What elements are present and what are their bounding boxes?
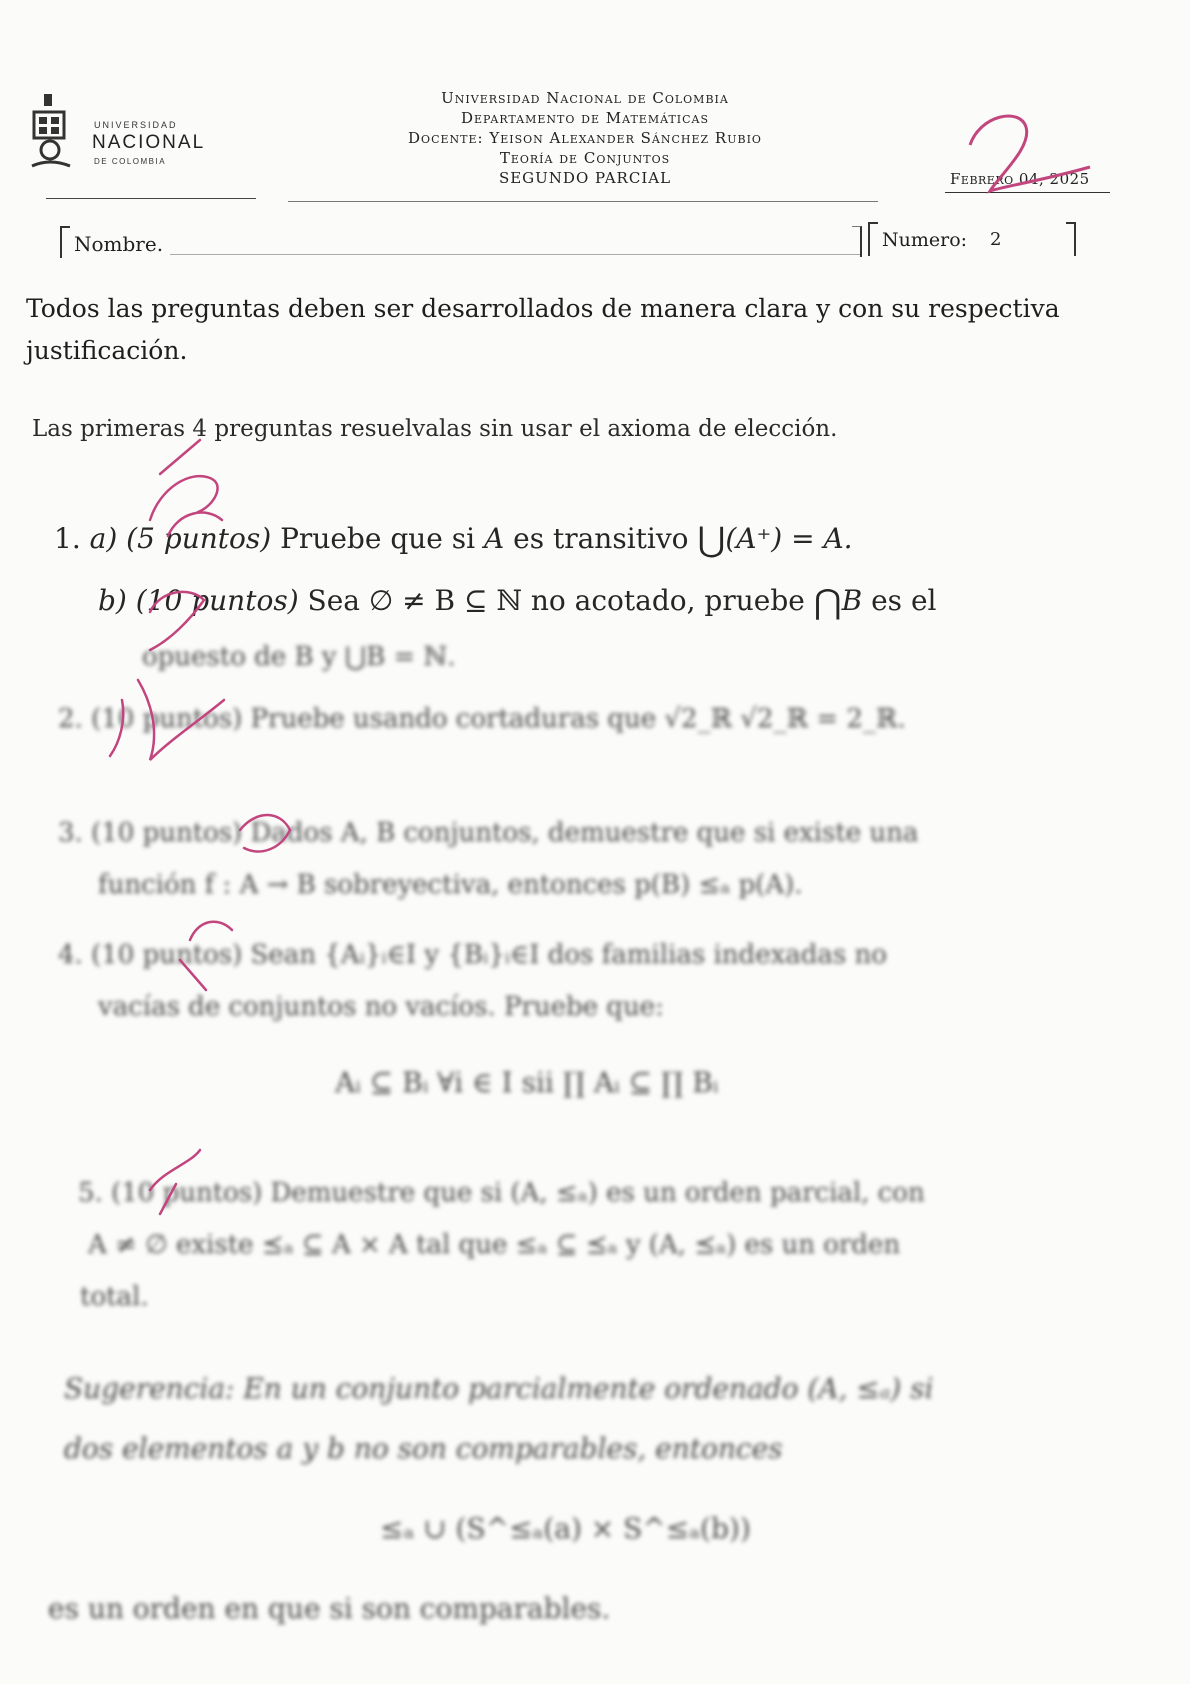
choice-axiom-note: Las primeras 4 preguntas resuelvalas sin usar el axioma de elección.	[32, 416, 838, 442]
header-department: Departamento de Matemáticas	[460, 109, 710, 127]
header-rule-left	[46, 198, 256, 199]
question-5-line-1: 5. (10 puntos) Demuestre que si (A, ≤ₐ) es un orden parcial, con	[78, 1178, 925, 1208]
number-value: 2	[990, 229, 1002, 250]
suggestion-formula: ≤ₐ ∪ (S^≤ₐ(a) × S^≤ₐ(b))	[380, 1512, 751, 1545]
question-4-line-2: vacías de conjuntos no vacíos. Pruebe que:	[98, 992, 664, 1022]
suggestion-line-2: dos elementos a y b no son comparables, entonces	[64, 1432, 783, 1465]
number-field	[868, 222, 1078, 256]
header-rule-middle	[288, 201, 878, 202]
suggestion-line-3: es un orden en que si son comparables.	[48, 1592, 611, 1625]
number-label: Numero:	[882, 229, 968, 251]
question-part: b)	[98, 584, 127, 617]
question-text-2: es el	[871, 584, 937, 617]
instructions-text: Todos las preguntas deben ser desarrollados de manera clara y con su respectiva justificación.	[26, 294, 1060, 365]
logo-line-3: DE COLOMBIA	[94, 157, 167, 166]
question-var: A	[483, 522, 505, 555]
question-text: Sea ∅ ≠ B ⊆ ℕ no acotado, pruebe	[307, 584, 805, 617]
question-expr: (A⁺) = A.	[725, 522, 853, 555]
question-4-formula: Aᵢ ⊆ Bᵢ ∀i ∈ I sii ∏ Aᵢ ⊆ ∏ Bᵢ	[335, 1066, 719, 1099]
question-points: (10 puntos)	[135, 584, 299, 617]
name-label: Nombre.	[74, 232, 164, 256]
university-logo	[26, 92, 216, 182]
header-exam-title: SEGUNDO PARCIAL	[498, 169, 672, 187]
logo-line-1: UNIVERSIDAD	[94, 120, 178, 130]
header-teacher: Docente: Yeison Alexander Sánchez Rubio	[408, 129, 762, 147]
exam-date: Febrero 04, 2025	[950, 170, 1090, 188]
question-4-line-1: 4. (10 puntos) Sean {Aᵢ}ᵢ∈I y {Bᵢ}ᵢ∈I dos familias indexadas no	[58, 940, 887, 970]
crest-icon	[26, 92, 82, 182]
question-number: 1.	[54, 522, 81, 555]
question-var: B	[841, 584, 863, 617]
question-text: Pruebe que si	[280, 522, 476, 555]
intersection-symbol: ⋂	[813, 582, 842, 622]
question-text-2: es transitivo	[513, 522, 689, 555]
question-5-line-2: A ≠ ∅ existe ⪯ₐ ⊆ A × A tal que ≤ₐ ⊆ ⪯ₐ y (A, ⪯ₐ) es un orden	[88, 1230, 901, 1260]
question-5-line-3: total.	[80, 1282, 149, 1312]
header-course: Teoría de Conjuntos	[499, 149, 671, 167]
question-3-line-1: 3. (10 puntos) Dados A, B conjuntos, demuestre que si existe una	[58, 818, 919, 848]
name-line	[170, 254, 860, 255]
header-university: Universidad Nacional de Colombia	[441, 89, 729, 107]
question-3-line-2: función f : A → B sobreyectiva, entonces p(B) ≤ₐ p(A).	[98, 870, 803, 900]
question-1a	[54, 520, 853, 560]
suggestion-line-1: Sugerencia: En un conjunto parcialmente ordenado (A, ≤ₐ) si	[64, 1372, 934, 1405]
handwritten-grade-icon	[960, 105, 1100, 195]
question-2: 2. (10 puntos) Pruebe usando cortaduras que √2_ℝ √2_ℝ = 2_ℝ.	[58, 704, 906, 734]
question-points: (5 puntos)	[126, 522, 272, 555]
exam-header	[350, 88, 820, 188]
name-field	[60, 226, 860, 256]
question-1b	[98, 582, 936, 622]
question-part: a)	[89, 522, 118, 555]
union-symbol: ⋃	[697, 520, 726, 560]
question-1b-continuation: opuesto de B y ⋃B = ℕ.	[142, 642, 456, 672]
logo-line-2: NACIONAL	[92, 132, 206, 153]
